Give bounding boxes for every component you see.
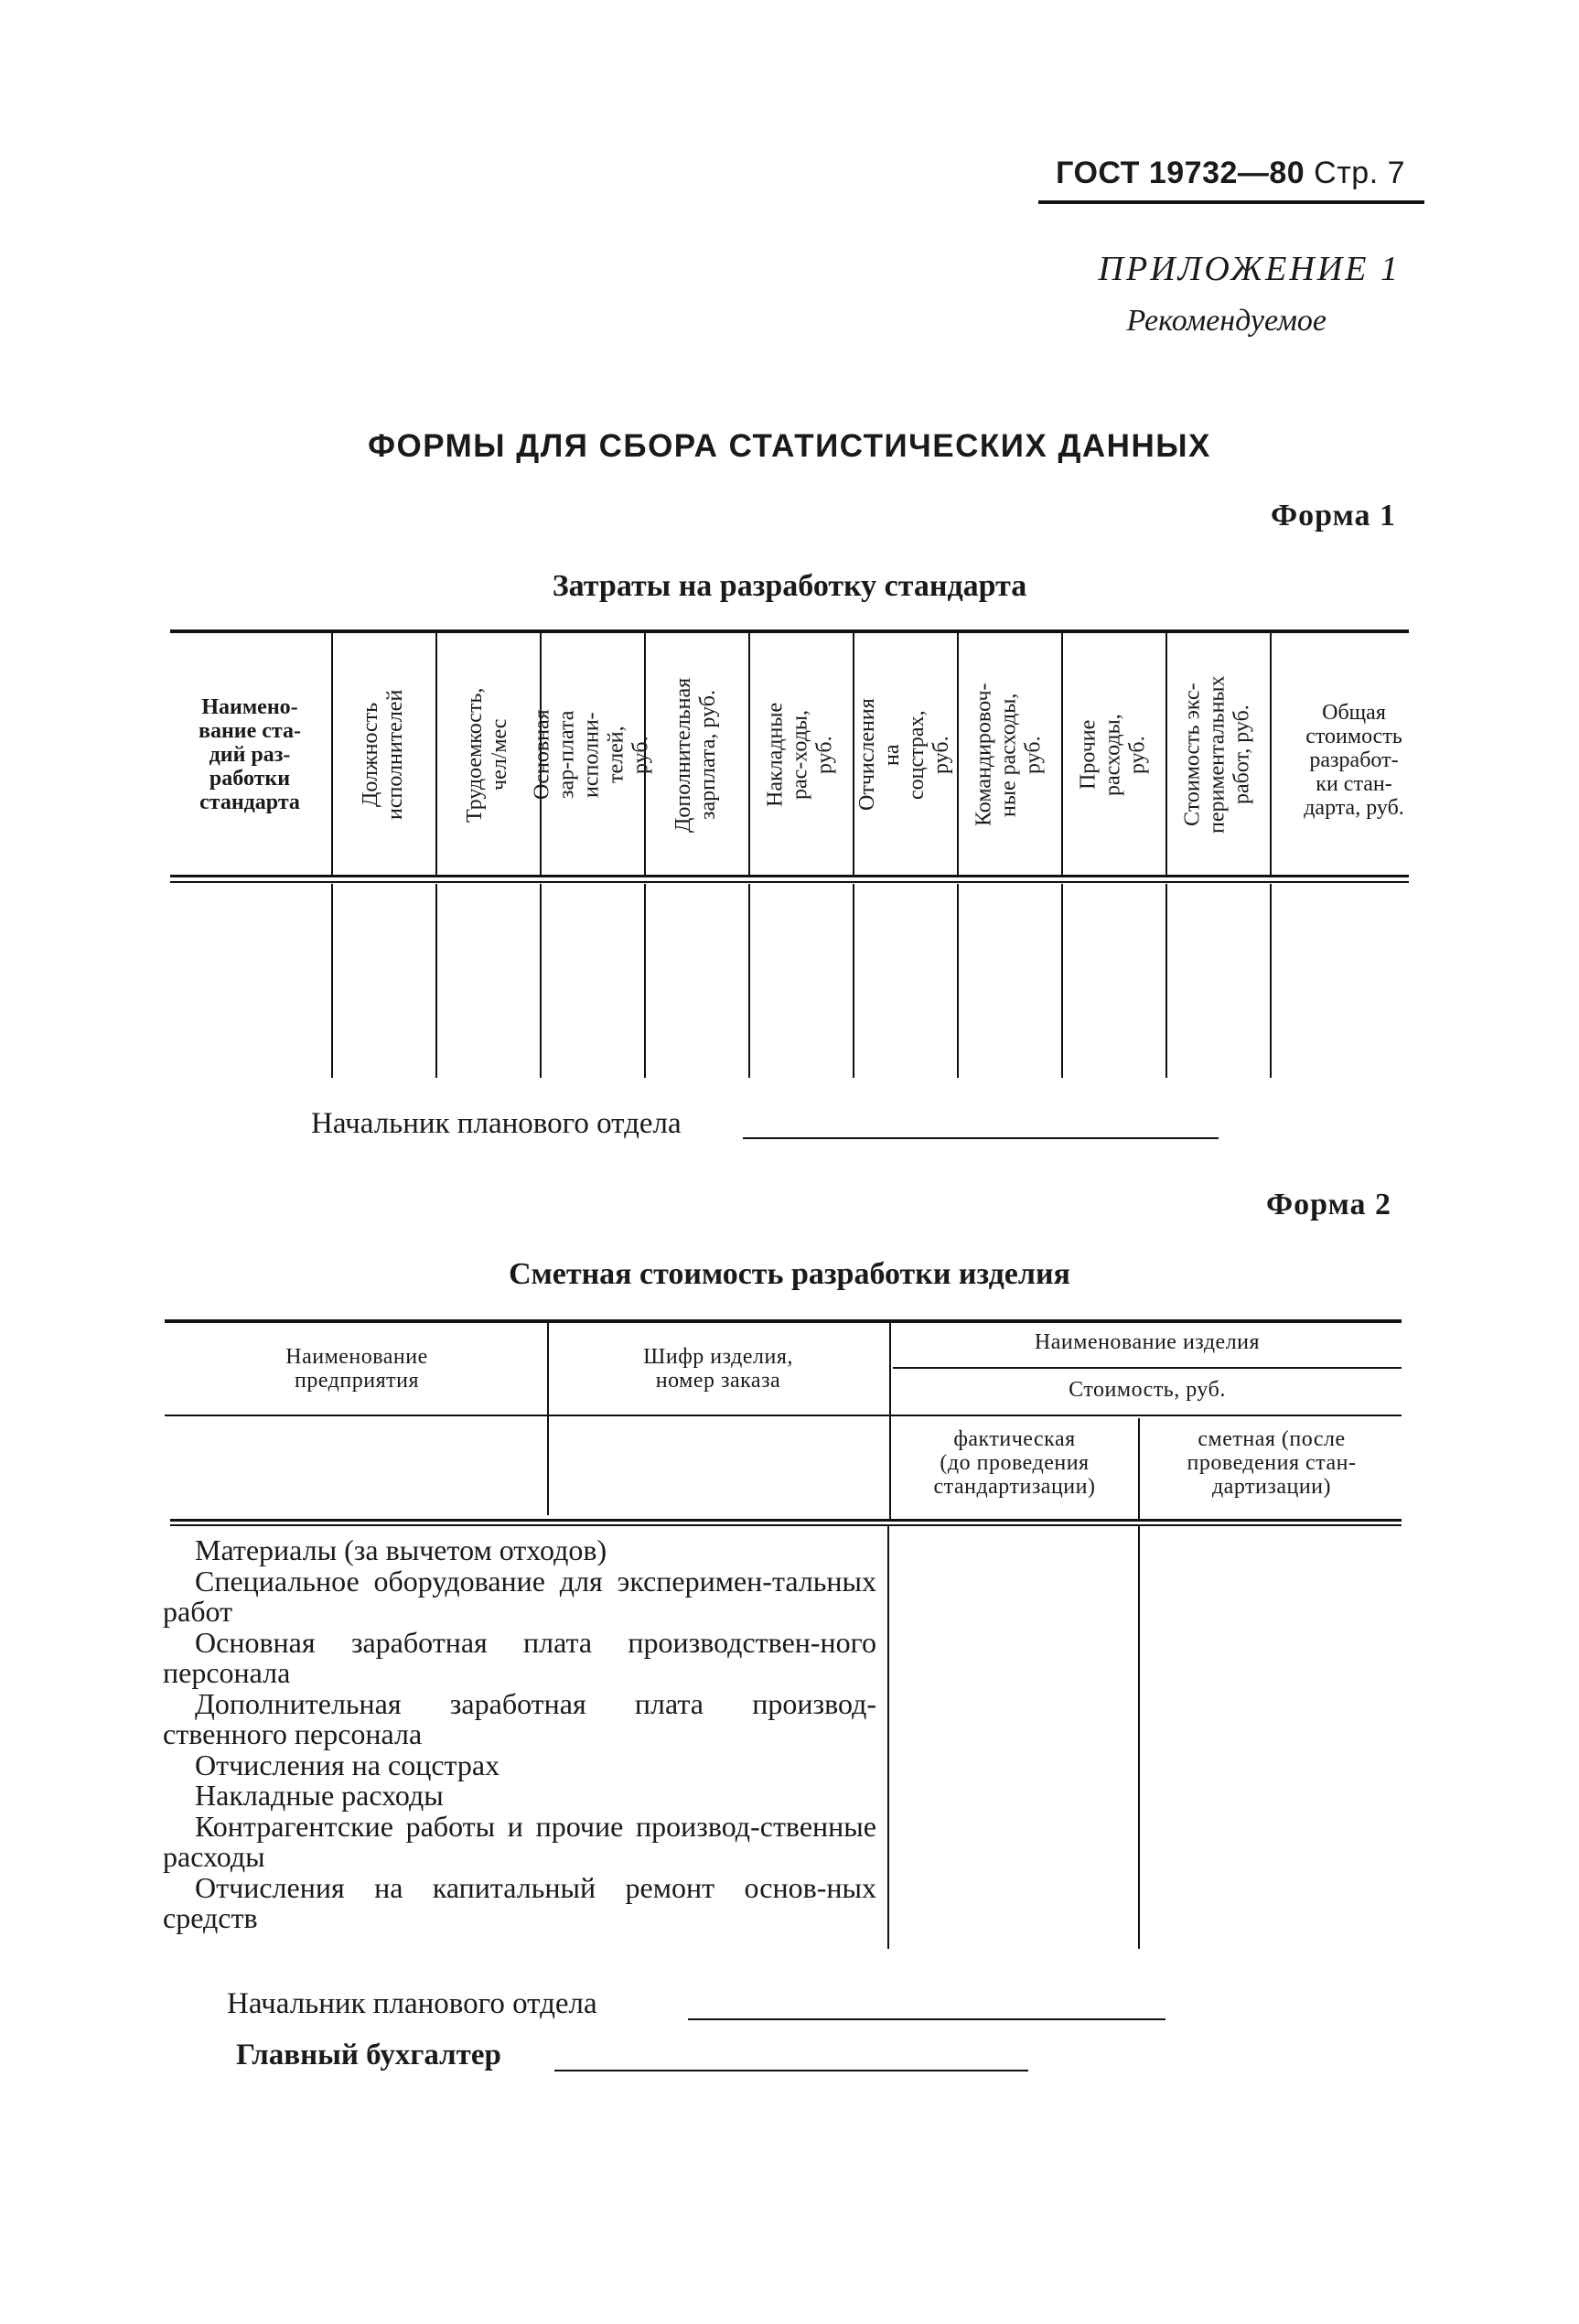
appendix-title: ПРИЛОЖЕНИЕ 1 <box>1098 250 1401 288</box>
table-rule <box>170 881 1409 883</box>
column-header-social: Отчисления на соцстрах, руб. <box>855 698 953 812</box>
header-rule <box>1038 200 1424 204</box>
list-item: Специальное оборудование для эксперимен-тальных работ <box>163 1564 876 1628</box>
signature-line[interactable] <box>688 2018 1165 2020</box>
column-divider <box>1165 884 1167 1078</box>
column-header-total <box>1276 701 1432 820</box>
column-header-text: Наимено- вание ста- дий раз- работки стандарта <box>199 695 301 814</box>
column-divider <box>1270 884 1272 1078</box>
list-item: Отчисления на капитальный ремонт основ-ных средств <box>163 1870 876 1934</box>
form1-signature-label: Начальник планового отдела <box>311 1107 682 1140</box>
list-item: Материалы (за вычетом отходов) <box>195 1533 607 1566</box>
column-header-overhead: Накладные рас-ходы, руб. <box>763 702 837 808</box>
column-divider <box>644 884 646 1078</box>
table-rule <box>170 1524 1402 1526</box>
table-rule <box>893 1367 1402 1369</box>
page-number: Стр. 7 <box>1314 156 1405 190</box>
column-divider <box>853 884 854 1078</box>
column-header-estimate: сметная (после проведения стан- дартизации) <box>1187 1427 1357 1499</box>
table-rule <box>170 1519 1402 1522</box>
column-header-travel: Командировоч-ные расходы, руб. <box>972 683 1046 827</box>
gost-number: ГОСТ 19732—80 <box>1056 156 1305 190</box>
form2-signature-planning-label: Начальник планового отдела <box>227 1987 597 2020</box>
column-header-cost: Стоимость, руб. <box>1069 1378 1226 1402</box>
form1-label: Форма 1 <box>1270 499 1396 533</box>
column-header-product: Наименование изделия <box>1034 1330 1261 1354</box>
form2-signature-accountant-label: Главный бухгалтер <box>236 2039 501 2071</box>
form2-title: Сметная стоимость разработки изделия <box>509 1257 1070 1291</box>
column-divider <box>748 884 750 1078</box>
signature-line[interactable] <box>743 1137 1219 1139</box>
column-header-experimental: Стоимость экс-периментальных работ, руб. <box>1180 675 1254 834</box>
column-header-enterprise: Наименование предприятия <box>285 1345 428 1393</box>
column-header-text: Общая стоимость разработ- ки стан- дарта, руб. <box>1304 701 1404 820</box>
column-header-position: Должность исполнителей <box>359 689 407 821</box>
column-divider <box>1138 1418 1140 1519</box>
column-divider <box>957 884 959 1078</box>
document-header <box>1056 156 1405 191</box>
list-item: Контрагентские работы и прочие производ-ственные расходы <box>163 1809 876 1873</box>
page-title: ФОРМЫ ДЛЯ СБОРА СТАТИСТИЧЕСКИХ ДАННЫХ <box>368 428 1211 464</box>
column-divider <box>540 884 542 1078</box>
column-header-code: Шифр изделия, номер заказа <box>643 1345 793 1393</box>
list-item: Отчисления на соцстрах <box>195 1748 500 1781</box>
column-divider <box>547 1323 549 1515</box>
column-divider <box>1061 884 1063 1078</box>
column-header-actual: фактическая (до проведения стандартизации) <box>933 1427 1096 1499</box>
column-divider <box>1138 1526 1140 1949</box>
list-item: Основная заработная плата производствен-ного персонала <box>163 1625 876 1689</box>
form1-title: Затраты на разработку стандарта <box>552 569 1027 603</box>
column-header-other: Прочие расходы, руб. <box>1076 714 1150 796</box>
column-header-extra-salary: Дополнительная зарплата, руб. <box>671 677 720 833</box>
form2-label: Форма 2 <box>1265 1188 1391 1221</box>
cost-items-list <box>163 1535 876 1934</box>
column-divider <box>435 884 437 1078</box>
list-item: Накладные расходы <box>195 1779 444 1812</box>
table-rule <box>165 1319 1402 1323</box>
table-rule <box>165 1415 1402 1416</box>
signature-line[interactable] <box>554 2070 1028 2071</box>
table-rule <box>170 629 1409 633</box>
column-header-base-salary: Основная зар-плата исполни-телей, руб. <box>530 709 653 801</box>
column-divider <box>887 1526 889 1949</box>
list-item: Дополнительная заработная плата производ-ственного персонала <box>163 1686 876 1750</box>
column-divider <box>331 884 333 1078</box>
appendix-subtitle: Рекомендуемое <box>1126 304 1327 338</box>
table-rule <box>170 875 1409 877</box>
column-divider <box>889 1323 891 1519</box>
column-header-labor: Трудоемкость, чел/мес <box>463 687 511 823</box>
